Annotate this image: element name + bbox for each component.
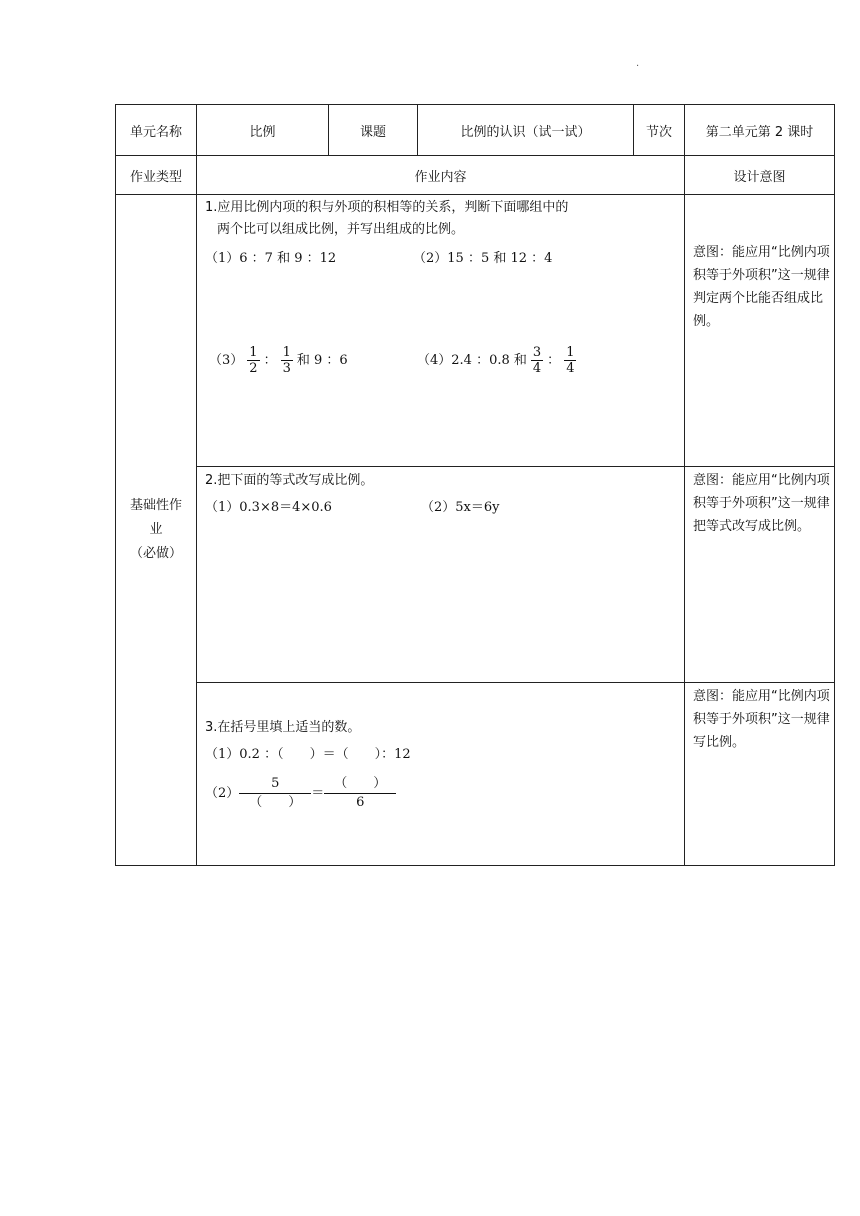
topic-value: 比例的认识（试一试）	[418, 105, 634, 156]
fraction	[324, 775, 396, 812]
fraction-numerator: 1	[249, 345, 258, 360]
fraction	[247, 345, 259, 376]
topic-label: 课题	[329, 105, 418, 156]
q1-item-1: （1）6 ：7 和 9 ：12	[205, 251, 337, 266]
fraction-denominator: 6	[356, 795, 365, 810]
session-label: 节次	[634, 105, 685, 156]
category-cell	[116, 195, 197, 866]
q1-item-3-prefix: （3）	[209, 353, 244, 368]
q1-content	[197, 195, 685, 467]
q3-intent-text: 意图：能应用“比例内项积等于外项积”这一规律写比例。	[693, 689, 830, 750]
q1-item-3	[209, 345, 348, 376]
q2-title: 2.把下面的等式改写成比例。	[205, 473, 374, 488]
content-header: 作业内容	[197, 156, 685, 195]
fraction-denominator: 2	[249, 361, 258, 376]
equals-sign: ＝	[311, 786, 325, 801]
q3-item-2-prefix: （2）	[205, 786, 240, 801]
q3-intent	[685, 683, 835, 866]
fraction	[239, 775, 311, 812]
fraction-numerator: （ ）	[324, 775, 396, 794]
q3-content	[197, 683, 685, 866]
q1-intent-text: 意图：能应用“比例内项积等于外项积”这一规律判定两个比能否组成比例。	[693, 245, 830, 329]
q2-item-2: （2）5x＝6y	[421, 500, 500, 515]
question-row-1	[116, 195, 835, 467]
fraction	[281, 345, 293, 376]
q1-item-2: （2）15 ：5 和 12 ：4	[413, 251, 553, 266]
homework-table	[115, 104, 835, 866]
q2-item-1: （1）0.3×8＝4×0.6	[205, 500, 332, 515]
q1-item-4	[417, 345, 580, 376]
ratio-colon: ：	[547, 353, 561, 368]
fraction-numerator: 1	[566, 345, 575, 360]
q1-item-3-suffix: 和 9 ：6	[296, 353, 348, 368]
fraction	[531, 345, 543, 376]
fraction-denominator: 4	[532, 361, 542, 376]
q2-intent-text: 意图：能应用“比例内项积等于外项积”这一规律把等式改写成比例。	[693, 473, 830, 534]
fraction-numerator: 3	[532, 345, 542, 360]
fraction	[564, 345, 576, 376]
fraction-numerator: 1	[282, 345, 291, 360]
question-row-2	[116, 467, 835, 683]
q3-item-2	[205, 775, 396, 812]
q1-title-line-1: 1.应用比例内项的积与外项的积相等的关系，判断下面哪组中的	[205, 200, 569, 215]
fraction-denominator: 3	[282, 361, 291, 376]
fraction-numerator: 5	[239, 775, 311, 794]
ratio-colon: ：	[263, 353, 277, 368]
q1-item-4-prefix: （4）2.4 ：0.8 和	[417, 353, 527, 368]
fraction-denominator: （ ）	[249, 795, 302, 810]
type-header: 作业类型	[116, 156, 197, 195]
column-header-row	[116, 156, 835, 195]
page-mark: .	[636, 58, 640, 69]
q1-title-line-2: 两个比可以组成比例，并写出组成的比例。	[217, 222, 465, 237]
q3-title: 3.在括号里填上适当的数。	[205, 720, 361, 735]
fraction-denominator: 4	[566, 361, 575, 376]
q3-item-1: （1）0.2 ：（ ）＝（ ）：12	[205, 747, 411, 762]
category-line-2: 业	[149, 522, 163, 537]
q2-content	[197, 467, 685, 683]
q1-intent	[685, 195, 835, 467]
unit-label: 单元名称	[116, 105, 197, 156]
category-line-3: （必做）	[129, 546, 182, 561]
question-row-3	[116, 683, 835, 866]
unit-value: 比例	[197, 105, 329, 156]
session-value: 第二单元第 2 课时	[685, 105, 835, 156]
header-row	[116, 105, 835, 156]
q2-intent	[685, 467, 835, 683]
intent-header: 设计意图	[685, 156, 835, 195]
category-line-1: 基础性作	[129, 498, 182, 513]
